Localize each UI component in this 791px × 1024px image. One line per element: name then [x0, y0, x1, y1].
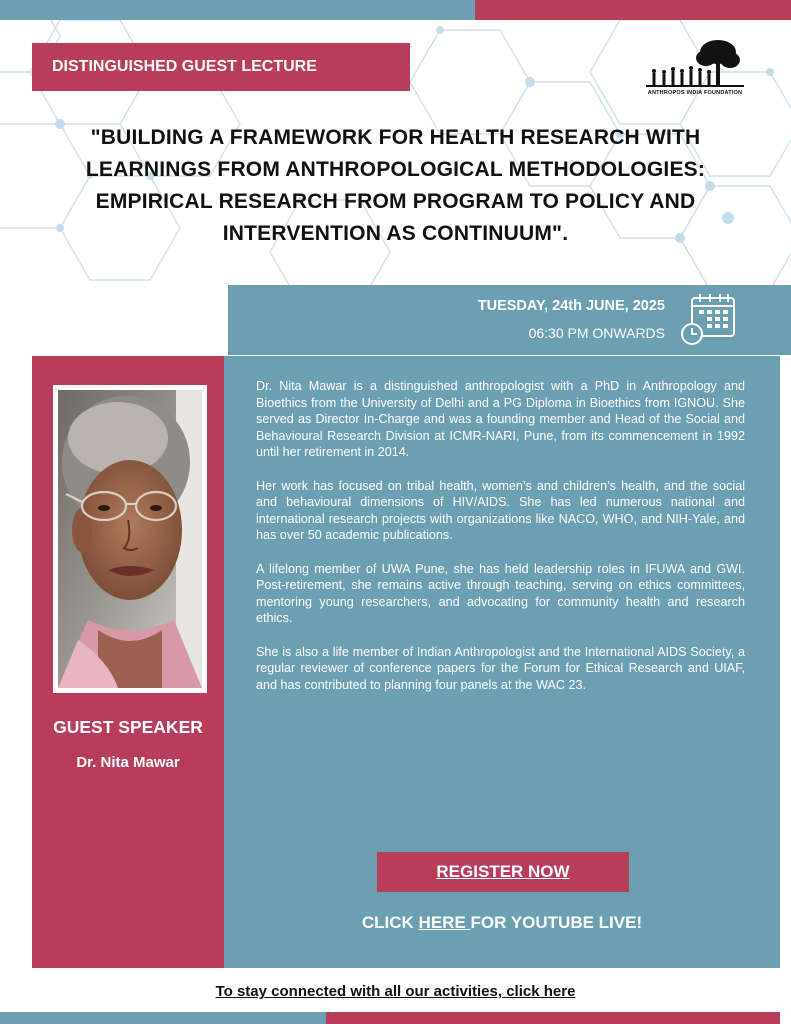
- speaker-bio: [256, 378, 745, 710]
- bio-paragraph: A lifelong member of UWA Pune, she has held leadership roles in IFUWA and GWI. Post-retirement, she remains active through teaching, serving on ethics committees, mentoring young researchers, and advocating for community health and research ethics.: [256, 561, 745, 626]
- bio-paragraph: Dr. Nita Mawar is a distinguished anthropologist with a PhD in Anthropology and Bioethics from the University of Delhi and a PG Diploma in Bioethics from IGNOU. She served as Director In-Charge and was a founding member and Head of the Social and Behavioural Research Division at ICMR-NARI, Pune, from its commencement in 1992 until her retirement in 2014.: [256, 379, 745, 460]
- guest-speaker-label: GUEST SPEAKER: [53, 717, 203, 737]
- calendar-clock-icon: [680, 292, 738, 348]
- youtube-suffix: FOR YOUTUBE LIVE!: [470, 913, 643, 932]
- logo-text: ANTHROPOS INDIA FOUNDATION: [647, 90, 743, 96]
- top-accent-bar-teal: [0, 0, 475, 20]
- speaker-name: Dr. Nita Mawar: [76, 754, 180, 771]
- youtube-live-link[interactable]: HERE: [418, 913, 471, 932]
- bio-paragraph: She is also a life member of Indian Anthropologist and the International AIDS Society, a regular reviewer of conference papers for the Forum for Ethical Research and UIAF, and has contributed to planning four panels at the WAC 23.: [256, 644, 745, 692]
- speaker-photo: [58, 390, 202, 688]
- youtube-live-line: [224, 913, 780, 933]
- youtube-prefix: CLICK: [361, 913, 419, 932]
- top-accent-bar-red: [475, 0, 791, 20]
- event-date: TUESDAY, 24th JUNE, 2025: [477, 298, 665, 314]
- lecture-title: "BUILDING A FRAMEWORK FOR HEALTH RESEARCH WITH LEARNINGS FROM ANTHROPOLOGICAL METHODOLOGIES: EMPIRICAL RESEARCH FROM PROGRAM TO POLICY AND INTERVENTION AS CONTINUUM".: [85, 126, 706, 245]
- bottom-accent-bar-teal: [0, 1012, 326, 1024]
- bottom-accent-bar-red: [326, 1012, 780, 1024]
- lecture-type-banner: [32, 43, 410, 91]
- foundation-logo: [640, 38, 750, 98]
- event-time: 06:30 PM ONWARDS: [528, 325, 665, 341]
- bio-paragraph: Her work has focused on tribal health, women’s and children’s health, and the social and behavioural dimensions of HIV/AIDS. She has led numerous national and international research projects with organizations like NACO, WHO, and NIH-Yale, and has over 50 academic publications.: [256, 478, 745, 543]
- tree-with-people-icon: [640, 38, 750, 90]
- stay-connected-link[interactable]: To stay connected with all our activities, click here: [215, 983, 576, 1000]
- register-now-button[interactable]: REGISTER NOW: [377, 852, 629, 892]
- lecture-type-label: DISTINGUISHED GUEST LECTURE: [52, 58, 317, 75]
